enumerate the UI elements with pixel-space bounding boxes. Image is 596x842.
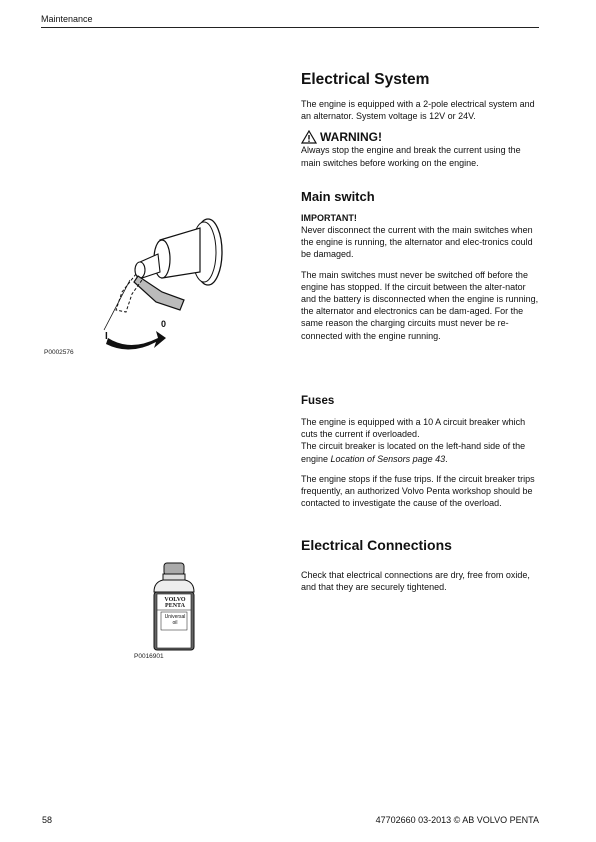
fuses-p1-line1: The engine is equipped with a 10 A circuit breaker which cuts the current if overloaded. bbox=[301, 417, 526, 440]
electrical-system-title: Electrical System bbox=[301, 71, 430, 88]
warning-triangle-icon bbox=[301, 130, 317, 144]
oil-can-illustration bbox=[150, 562, 200, 654]
fuses-p1-end: . bbox=[445, 453, 448, 464]
warning-label: WARNING! bbox=[320, 130, 382, 145]
oil-can-figure-caption: P0016901 bbox=[134, 653, 164, 660]
fuses-paragraph-2: The engine stops if the fuse trips. If the circuit breaker trips frequently, an authorized Volvo Penta workshop should be contacted to investigate the cause of the overload. bbox=[301, 473, 535, 509]
fuses-section bbox=[301, 394, 541, 509]
running-header bbox=[41, 14, 539, 28]
document-info: 47702660 03-2013 © AB VOLVO PENTA bbox=[375, 815, 539, 825]
switch-label-off: 0 bbox=[161, 319, 167, 329]
electrical-system-intro: The engine is equipped with a 2-pole electrical system and an alternator. System voltage is 12V or 24V. bbox=[301, 99, 535, 122]
oil-product-line1: Universal bbox=[164, 614, 186, 620]
electrical-connections-section bbox=[301, 536, 541, 593]
oil-brand-line1: VOLVO bbox=[164, 597, 186, 603]
oil-product-line2: oil bbox=[172, 620, 178, 626]
fuses-paragraph-1 bbox=[301, 416, 541, 465]
fuses-title: Fuses bbox=[301, 395, 335, 407]
important-text: Never disconnect the current with the main switches when the engine is running, the alternator and elec-tronics could be damaged. bbox=[301, 225, 533, 260]
oil-brand-line2: PENTA bbox=[165, 603, 185, 609]
location-of-sensors-link[interactable]: Location of Sensors page 43 bbox=[330, 453, 446, 464]
important-label: IMPORTANT! bbox=[301, 213, 357, 223]
page-number: 58 bbox=[42, 815, 53, 825]
electrical-connections-text: Check that electrical connections are dry, free from oxide, and that they are securely tightened. bbox=[301, 570, 530, 593]
switch-figure-caption: P0002576 bbox=[44, 349, 74, 356]
fuses-p1-line2: The circuit breaker is located on the left-hand side of the engine bbox=[301, 441, 526, 464]
switch-label-on: I bbox=[105, 331, 108, 342]
warning-heading bbox=[301, 130, 541, 144]
main-switch-illustration bbox=[100, 210, 230, 355]
main-switch-section bbox=[301, 189, 541, 342]
main-switch-title: Main switch bbox=[301, 189, 375, 204]
main-switch-paragraph: The main switches must never be switched off before the engine has stopped. If the circuit between the alter-nator and the battery is disconnected when the engine is running, the alternator and electronics can be dam-aged. For the same reason the charging circuits must never be re-connected with the engine running. bbox=[301, 269, 539, 341]
header-section-title: Maintenance bbox=[41, 14, 93, 24]
electrical-connections-title: Electrical Connections bbox=[301, 537, 452, 553]
electrical-system-section bbox=[301, 70, 541, 169]
warning-text: Always stop the engine and break the current using the main switches before working on the engine. bbox=[301, 145, 521, 168]
